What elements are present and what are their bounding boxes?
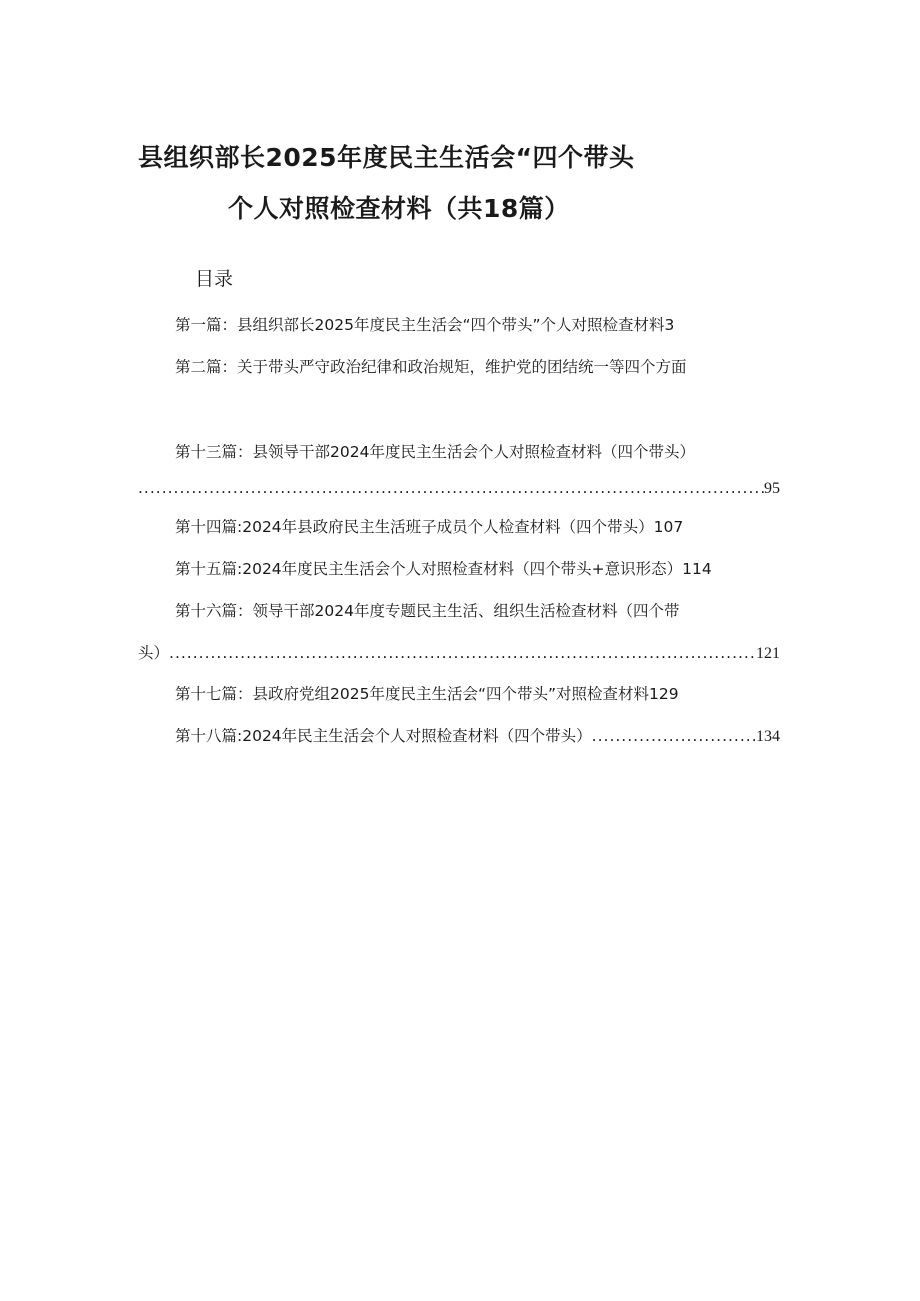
toc-entry-13[interactable]: 第十三篇：县领导干部2024年度民主生活会个人对照检查材料（四个带头） xyxy=(175,443,695,461)
toc-entry-13-leader-row[interactable] xyxy=(138,479,780,498)
dot-leader xyxy=(592,727,756,745)
toc-entry-16-leader-row[interactable] xyxy=(138,641,780,663)
dot-leader xyxy=(138,479,764,497)
toc-entry-2[interactable]: 第二篇：关于带头严守政治纪律和政治规矩，维护党的团结统一等四个方面 xyxy=(175,358,687,376)
toc-heading: 目录 xyxy=(195,268,234,290)
toc-entry-16-continuation: 头） xyxy=(138,644,170,662)
page-number: 95 xyxy=(764,480,780,497)
toc-entry-16[interactable]: 第十六篇：领导干部2024年度专题民主生活、组织生活检查材料（四个带 xyxy=(175,602,680,620)
document-title-line2: 个人对照检查材料（共18篇） xyxy=(228,194,570,223)
page-number: 134 xyxy=(756,728,780,745)
toc-entry-14[interactable]: 第十四篇:2024年县政府民主生活班子成员个人检查材料（四个带头）107 xyxy=(175,518,684,536)
toc-entry-17[interactable]: 第十七篇：县政府党组2025年度民主生活会“四个带头”对照检查材料129 xyxy=(175,685,679,703)
page-number: 121 xyxy=(756,645,780,662)
dot-leader xyxy=(169,644,756,662)
toc-entry-18[interactable] xyxy=(175,724,780,746)
document-title-line1: 县组织部长2025年度民主生活会“四个带头 xyxy=(138,143,635,172)
toc-entry-1[interactable]: 第一篇：县组织部长2025年度民主生活会“四个带头”个人对照检查材料3 xyxy=(175,316,675,334)
toc-entry-15[interactable]: 第十五篇:2024年度民主生活会个人对照检查材料（四个带头+意识形态）114 xyxy=(175,560,712,578)
toc-entry-18-text: 第十八篇:2024年民主生活会个人对照检查材料（四个带头） xyxy=(175,727,592,745)
